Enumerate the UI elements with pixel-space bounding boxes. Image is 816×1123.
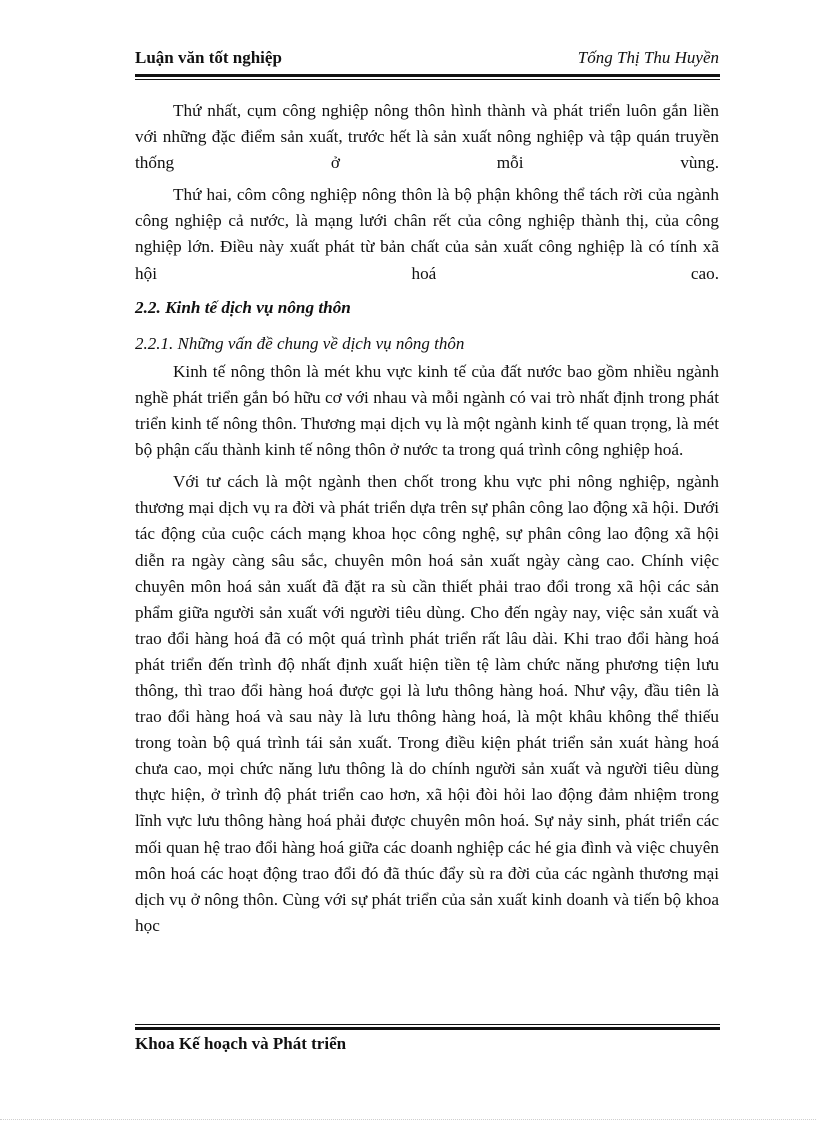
page-body	[135, 98, 719, 945]
page-edge-divider	[0, 1119, 816, 1120]
paragraph-4: Với tư cách là một ngành then chốt trong khu vực phi nông nghiệp, ngành thương mại dịch vụ ra đời và phát triển dựa trên sự phân công lao động xã hội. Dưới tác động của cuộc cách mạng khoa học công nghệ, sự phân công lao động xã hội diễn ra ngày càng sâu sắc, chuyên môn hoá sản xuất ngày càng cao. Chính việc chuyên môn hoá sản xuất đã đặt ra sù cần thiết phải trao đổi trong xã hội các sản phẩm giữa người sản xuất với người tiêu dùng. Cho đến ngày nay, việc sản xuất và trao đổi hàng hoá đã có một quá trình phát triển rất lâu dài. Khi trao đổi hàng hoá phát triển đến trình độ nhất định xuất hiện tiền tệ làm chức năng phương tiện lưu thông, thì trao đổi hàng hoá được gọi là lưu thông hàng hoá. Như vậy, đầu tiên là trao đổi hàng hoá và sau này là lưu thông hàng hoá, là một khâu không thể thiếu trong toàn bộ quá trình tái sản xuất. Trong điều kiện phát triển sản xuát hàng hoá chưa cao, mọi chức năng lưu thông là do chính người sản xuất và người tiêu dùng thực hiện, ở trình độ phát triển cao hơn, xã hội đòi hỏi lao động đảm nhiệm trong lĩnh vực lưu thông hàng hoá phải được chuyên môn hoá. Sự nảy sinh, phát triển các mối quan hệ trao đổi hàng hoá giữa các doanh nghiệp các hé gia đình và việc chuyên môn hoá các hoạt động trao đổi đó đã thúc đẩy sù ra đời của các ngành thương mại dịch vụ ở nông thôn. Cùng với sự phát triển của sản xuất kinh doanh và tiến bộ khoa học	[135, 472, 719, 935]
section-heading: 2.2. Kinh tế dịch vụ nông thôn	[135, 297, 351, 317]
paragraph-1: Thứ nhất, cụm công nghiệp nông thôn hình thành và phát triển luôn gắn liền với những đặc điểm sản xuất, trước hết là sản xuất nông nghiệp và tập quán truyền thống ở mỗi vùng.	[135, 101, 719, 173]
footer-rule-thick	[135, 1027, 720, 1030]
page-header	[135, 48, 719, 72]
header-rule-thick	[135, 74, 720, 77]
paragraph-3: Kinh tế nông thôn là mét khu vực kinh tế của đất nước bao gồm nhiều ngành nghề phát triển gắn bó hữu cơ với nhau và mỗi ngành có vai trò nhất định trong phát triển kinh tế nông thôn. Thương mại dịch vụ là một ngành kinh tế quan trọng, là mét bộ phận cấu thành kinh tế nông thôn ở nước ta trong quá trình công nghiệp hoá.	[135, 361, 719, 460]
header-author-name: Tống Thị Thu Huyền	[577, 48, 719, 67]
paragraph-2: Thứ hai, côm công nghiệp nông thôn là bộ phận không thể tách rời của ngành công nghiệp cả nước, là mạng lưới chân rết của công nghiệp thành thị, của công nghiệp lớn. Điều này xuất phát từ bản chất của sản xuất công nghiệp là có tính xã hội hoá cao.	[135, 185, 719, 283]
header-rule-thin	[135, 79, 720, 80]
header-thesis-label: Luận văn tốt nghiệp	[135, 48, 282, 67]
page-footer: Khoa Kế hoạch và Phát triển	[135, 1034, 347, 1053]
footer-rule-thin	[135, 1024, 720, 1025]
subsection-heading: 2.2.1. Những vấn đề chung về dịch vụ nông thôn	[135, 333, 465, 353]
